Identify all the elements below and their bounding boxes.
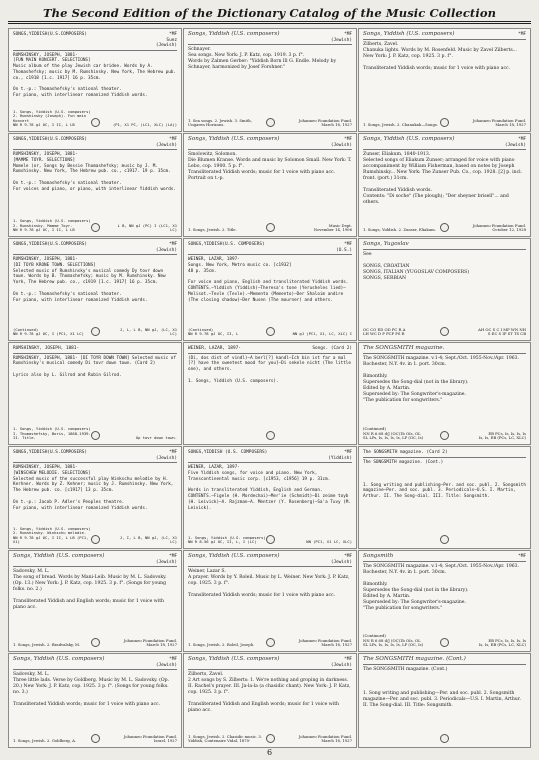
card-tracing-left: 1. Sea songs. 2. Jewish. 3. Smith, Ungaren Horizons. xyxy=(188,117,252,128)
card-call-number: *MF (Jewish) xyxy=(330,554,352,565)
card-punch-hole xyxy=(440,431,449,440)
card-subject-heading: SONGS,YIDDISH(U.S.COMPOSERS) xyxy=(13,450,88,455)
card-punch-hole xyxy=(266,223,275,232)
card-subject-heading: WEINER, LAZAR, 1897- xyxy=(188,346,241,351)
card-tracing-left: 1. Songs, Yiddish (U.S. composers) 2. Rumshinsky. Winkschu melodie. NN R 9.78 gJ OC, I II, L LB (PC1, X1) xyxy=(13,525,91,545)
card-subject-heading: Songs, Yiddish (U.S. composers) xyxy=(363,31,455,37)
card-tracing-right: EB PCs, Is, Is, Is, Is Is, Is, EB (PCs, LC, XLC) xyxy=(478,430,526,441)
card-heading xyxy=(13,346,177,354)
card-heading xyxy=(363,242,526,250)
card-entry-text: See SONGS, CROATIAN SONGS, ITALIAN (YUGOSLAV COMPOSERS) SONGS, SERBIAN xyxy=(363,251,470,281)
card-punch-hole xyxy=(91,118,100,127)
card-punch-hole xyxy=(91,431,100,440)
card-heading xyxy=(188,450,352,463)
card-entry-text: Sadovsky, M. L. Three little lads. Verse by Goldberg. Music by M. L. Sadovsky. (Op. 20.) New York: J. P. Katz, cop. 1925. 3 p. f°. (Songs for young folks. no. 3.) Transliterated Yiddish words; music for 1 voice with piano acc. xyxy=(13,672,170,707)
catalog-card xyxy=(358,133,531,237)
card-tracing-right: L B, NN gJ (PC) I (LC1, X1 LC) xyxy=(117,222,177,233)
card-punch-hole xyxy=(91,327,100,336)
card-punch-hole xyxy=(440,638,449,647)
card-subject-heading: SONGS,YIDDISH (U.S. COMPOSERS) xyxy=(188,450,268,455)
card-heading xyxy=(363,657,526,665)
catalog-card xyxy=(8,446,182,549)
catalog-card xyxy=(358,238,531,341)
catalog-card xyxy=(183,133,357,237)
card-tracing-right: AH OC S C I MP WN NH S EC S IP ST TS CB xyxy=(478,326,526,337)
card-entry-text: Smolowitz, Solomon. Die Blumen Kranse. Words and music by Solomon Small. New York: T. Lebo, cop. 1900. 5 p. f°. Transliterated Yiddish words; music for 1 voice with piano acc. Portrait on t.-p. xyxy=(188,152,352,181)
card-entry-text: Weiner, Lazar S. A prayer. Words by Y. Roleil. Music by L. Weiner. New York: J. P. Katz, cop. 1925. 3 p. f°. Transliterated Yiddish words; music for 1 voice with piano acc. xyxy=(188,569,350,598)
catalog-card xyxy=(8,133,182,237)
card-punch-hole xyxy=(266,118,275,127)
card-call-number: Songs. (Card 2) xyxy=(312,346,352,351)
card-entry-text: RUMSHINSKY, JOSEPH, 1881- [MAMME TOYR. SELECTIONS] Momele (or, Songs by Bessie Thomashefsky; music by J. M. Rumshinsky. New York, The Hebrew pub. co., c1917. 19 p. 35cm. On t.-p.: Thomashefsky's national theater. For voices and piano, or piano, with interlinear Yiddish words. xyxy=(13,152,176,192)
card-call-number: *MF (Jewish) xyxy=(504,137,526,148)
catalog-card xyxy=(358,446,531,549)
card-punch-hole xyxy=(91,734,100,743)
card-tracing-left: 1. Songs, Yiddish (U.S. composers) 2. Rumshinsky (Joseph). Fun mein Koncert NN R 9.78 gJ OC, I II, L LB xyxy=(13,108,91,128)
card-tracing-right: Johanneo Foundation Fund. March 18, 1927 xyxy=(298,117,352,128)
card-tracing-right: Johanneo Foundation Fund. March 18, 1927 xyxy=(298,733,352,744)
card-entry-text: (Di, dos dist of vindl)—A berl[?] kandl—Ich bin ist far a mal [?] have the sweetest mood for you]—Di sekele nicht (The little one), and others. 1. Songs, Yiddish (U.S. composers). xyxy=(188,355,351,384)
card-punch-hole xyxy=(91,638,100,647)
card-heading xyxy=(363,32,526,40)
card-heading xyxy=(363,346,526,354)
card-subject-heading: Songs, Yiddish (U.S. composers) xyxy=(188,31,280,37)
card-subject-heading: Songs, Yiddish (U.S. composers) xyxy=(188,553,280,559)
catalog-card xyxy=(358,550,531,652)
card-tracing-right: Johanneo Foundation Fund. March 18, 1927 xyxy=(298,637,352,648)
card-punch-hole xyxy=(440,734,449,743)
card-entry-text: The SONGSMITH magazine. v.1-4; Sept./Oct. 1955-Nov./Apr. 1963. Rochester, N.Y. 4v. in 1. port. 30cm. Bimonthly. Supersedes the Song-dial (not in the library). Edited by A. Martin. Superseded by: The Songwriter's-magazine. "The publication for songwriters." xyxy=(363,355,520,403)
card-entry-text: WEINER, LAZAR, 1897- Five Yiddish songs, for voice and piano. New York, Transcontinental music corp. [c1953, c1956] 19 p. 31cm. Words in transliterated Yiddish, English and German. CONTENTS.—Figele (H. Mordechai)—Mer'ie (Schmidt)—Di zeime toyb (H. Leivick)—A. Rajzman—A. Mentzer (Y. Rosenberg)—Sa'a Tuvy (M. Leivick). xyxy=(188,465,351,511)
card-call-number: *MF Suez (Jewish) xyxy=(155,32,177,48)
card-subject-heading: Songs, Yugoslav xyxy=(363,241,409,247)
card-heading xyxy=(363,450,526,458)
catalog-card xyxy=(358,653,531,748)
card-tracing-right: NN gJ (PC1, X1, LC, XLC) I xyxy=(292,331,352,337)
card-subject-heading: SONGS,YIDDISH(U.S.COMPOSERS) xyxy=(13,137,88,142)
card-tracing-right: J, I, L B, NN gJ, (LC, X1 LC) xyxy=(119,534,177,545)
catalog-card xyxy=(183,28,357,132)
card-punch-hole xyxy=(266,535,275,544)
card-tracing-left: 1. Songs, Jewish. 2. Chasidic music. 3. Yiddish, Contenaire Vidal, 1870- xyxy=(188,733,262,744)
card-subject-heading: Songs, Yiddish (U.S. composers) xyxy=(363,136,455,142)
card-subject-heading: Songsmith xyxy=(363,553,394,559)
catalog-card xyxy=(8,550,182,652)
card-call-number: *MF xyxy=(518,554,526,559)
card-call-number: *MF (U.S.) xyxy=(336,242,352,253)
card-tracing-left: OC CO ED OD PC R A LH WC D P PCP PS R xyxy=(363,326,406,337)
card-heading xyxy=(13,32,177,51)
card-entry-text: RUMSHINSKY, JOSEPH, 1881- [DI TOYR DOWN TOWN] Selected music of Rumshinsky's musical comedy Di tovr down town. (Card 2) Lyrics also by L. Gilrod and Rubin Gilrod. xyxy=(13,355,176,378)
card-subject-heading: The SONGSMITH magazine. (Cont.) xyxy=(363,656,466,662)
card-tracing-right: Johanneo Foundation Fund. October 12, 1928 xyxy=(472,222,526,233)
card-tracing-right: Up tovr down town. xyxy=(135,435,177,441)
card-entry-text: WEINER, LAZAR, 1897- Songs. New York, Metro music co. [c1932] 48 p. 35cm. For voice and piano, English and transliterated Yiddish words. CONTENTS.—Yiddish (Yiddish)—Theresa's tone (Yerusheles lied)—Melisot.—Tevle (Tevle).—Memento (Memento)—Der Shaloim andire (The closing shadow)—Der Nusen (The mourner) and others. xyxy=(188,257,349,303)
card-subject-heading: Songs, Yiddish (U.S. composers) xyxy=(13,656,105,662)
card-entry-text: Schnayer. Sea songs. New York: J. P. Katz, cop. 1919. 3 p. f°. Words by Zalmen Gerber: "Yiddish Born Ill G. Endle. Melody by Schnayer, harmonized by Josef Forshner." xyxy=(188,47,337,70)
catalog-card xyxy=(358,28,531,132)
card-tracing-right: Johanneo Foundation Fund. Israel, 1927 xyxy=(123,733,177,744)
catalog-card xyxy=(183,446,357,549)
card-entry-text: The SONGSMITH magazine. (Cont.) 1. Song writing and publishing—Per. and soc. publ. 2. Songsmith magazine—Per. and soc. publ. 3. Periodicals—U.S. I. Martin, Arthur. II. The Song-dial. III. Title: Songsmith. xyxy=(363,666,521,708)
card-heading xyxy=(363,137,526,150)
catalog-card xyxy=(183,342,357,445)
card-tracing-right: Johanneo Foundation Fund. March 18, 1927 xyxy=(123,637,177,648)
card-entry-text: RUMSHINSKY, JOSEPH, 1881- [WINSCHEW MELODIE. SELECTIONS] Selected music of the successful play Winkschu melodie by H. Kerhner. Words by Z. Kehner; music by J. Rumshinsky. New York, The Hebrew pub. co. [c1917] 13 p. 35cm. On t.-p.: Jacob P. Adler's Peoples theatre. For piano, with interlinear romanized Yiddish words. xyxy=(13,465,174,511)
card-punch-hole xyxy=(266,638,275,647)
card-heading xyxy=(13,242,177,255)
card-tracing-left: 1. Songs, Jewish. 2. Roleil, Joseph. xyxy=(188,642,255,648)
card-heading xyxy=(188,137,352,150)
card-call-number: *MF (Jewish) xyxy=(155,657,177,668)
card-call-number: *MF xyxy=(518,32,526,37)
card-call-number: *MF (Jewish) xyxy=(155,242,177,253)
card-subject-heading: Songs, Yiddish (U.S. composers) xyxy=(188,656,280,662)
card-punch-hole xyxy=(440,118,449,127)
card-entry-text: Zilberts, Zavel. 2 Art songs by S. Zilberts: 1. We're nothing and groping in darkness. II. Rachel's prayer. III. Ja-la-la (a chasidic chant). New York: J. P. Katz, cop. 1925. 3 p. f°. Transliterated Yiddish and English words; music for 1 voice with piano acc. xyxy=(188,672,351,713)
card-entry-text: Zilberts, Zavel. Chanuka lights. Words by M. Rosenfeld. Music by Zavel Zilberts... New York: J. P. Katz, cop. 1925. 3 p. f°. Transliterated Yiddish words; music for 1 voice with piano acc. xyxy=(363,41,518,71)
card-heading xyxy=(13,137,177,150)
card-punch-hole xyxy=(266,431,275,440)
card-tracing-right: EB PCs, Is, Is, Is, Is Is, Is, EB (PCs, LC, XLC) xyxy=(478,637,526,648)
card-heading xyxy=(188,32,352,45)
card-punch-hole xyxy=(91,535,100,544)
catalog-card xyxy=(8,653,182,748)
card-subject-heading: SONGS,YIDDISH(U.S.COMPOSERS) xyxy=(13,242,88,247)
card-tracing-left: (Continued) NN R 9.78 gJ OC, II, L xyxy=(188,326,239,337)
catalog-card xyxy=(8,28,182,132)
card-call-number: *MF (Jewish) xyxy=(330,657,352,668)
page-header: The Second Edition of the Dictionary Catalog of the Music Collection xyxy=(42,6,497,20)
card-entry-text: The SONGSMITH magazine. v.1-4; Sept./Oct. 1955-Nov./Apr. 1963. Rochester, N.Y. 4v. in 1. port. 30cm. Bimonthly. Supersedes the Song-dial (not in the library). Edited by A. Martin. Superseded by: The Songwriter's-magazine. "The publication for songwriters." xyxy=(363,563,520,611)
card-subject-heading: SONGS,YIDDISH(U.S.COMPOSERS) xyxy=(13,32,88,37)
card-call-number: *MF (Jewish) xyxy=(330,137,352,148)
card-punch-hole xyxy=(440,223,449,232)
card-call-number: *MF (Jewish) xyxy=(155,137,177,148)
card-tracing-left: 1. Songs, Yiddish. 2. Zunser, Eliakum. xyxy=(363,227,436,233)
card-heading xyxy=(363,554,526,562)
card-heading xyxy=(13,554,177,567)
card-tracing-left: 1. Songs, Jewish. 2. Chanukah—Songs. xyxy=(363,122,439,128)
card-entry-text: The SONGSMITH magazine. (Cont.) 1. Song writing and publishing—Per. and soc. publ. 2. Songsmith magazine—Per. and soc. publ. 3. Periodicals—U.S. I. Martin, Arthur. II. The Song-dial. III. Title: Songsmith. xyxy=(363,459,526,500)
card-tracing-left: 1. Songs, Yiddish (U.S. composers) I. Thomashefsky, Boris, 1868-1939. II. Title. xyxy=(13,426,91,441)
page-number: 6 xyxy=(266,748,273,757)
card-call-number: *MF (Jewish) xyxy=(155,554,177,565)
card-tracing-right: Music Dept. November 14, 1906 xyxy=(313,222,352,233)
catalog-card xyxy=(8,238,182,341)
catalog-card xyxy=(8,342,182,445)
card-tracing-left: (Continued) NN R 9.78 gJ OC, I (PC1, X1 LC) xyxy=(13,326,84,337)
card-punch-hole xyxy=(440,535,449,544)
card-entry-text: RUMSHINSKY, JOSEPH, 1881- [FUN MAIN KONCERT. SELECTIONS] Music album of the play Jewish car bridee. Words by A. Thomashefsky; music by M. Rumshinsky. New York, The Hebrew pub. co., c1918 [1.c. 1917] 16 p. 35cm. On t.-p.: Thomashefsky's national theater. For piano, with interlinear romanized Yiddish words. xyxy=(13,52,176,99)
card-punch-hole xyxy=(440,327,449,336)
card-tracing-right: NN (PC1, X1 LC, XLC) xyxy=(306,539,352,545)
card-tracing-left: (Continued) NN R 6.68 d/J (OC)1b OIs, OL SL LPs, Is, Is, Is, Is, LP (OC, Is) xyxy=(363,426,424,441)
card-tracing-left: 1. Songs, Jewish. 2. Bradvalsky, M. xyxy=(13,642,81,648)
card-subject-heading: Songs, Yiddish (U.S. composers) xyxy=(188,136,280,142)
card-subject-heading: SONGS,YIDDISH(U.S. COMPOSERS) xyxy=(188,242,265,247)
header-rule-top xyxy=(8,21,531,22)
card-heading xyxy=(13,450,177,463)
catalog-card xyxy=(183,238,357,341)
card-entry-text: Zunser, Eliakum, 1840-1913. Selected songs of Eliakum Zunser; arranged for voice with piano accompaniment by William Fisherman, based on notes by Joseph Rumshinsky... New York: The Zunser Pub. Co., cop. 1928. [2] p. incl. front. (port.) 31cm. Transliterated Yiddish words. Contents: "Di soche" (The plough); "Der sheyner brisell"... and others. xyxy=(363,152,523,205)
card-heading xyxy=(188,346,352,354)
card-entry-text: RUMSHINSKY, JOSEPH, 1881- [DI TOYB KRONE TOWN. SELECTIONS] Selected music of Rumshinsky's musical comedy Dy tovr down town. Words by B. Thomashefsky; music by M. Rumshinsky. New York, The Hebrew pub. co., c1919 [1.c. 1917] 16 p. 35cm. On t.-p.: Thomashefsky's national theater. For piano, with interlinear romanized Yiddish words. xyxy=(13,257,166,303)
card-subject-heading: Songs, Yiddish (U.S. composers) xyxy=(13,553,105,559)
card-entry-text: Sadovsky, M. L. The song of bread. Words by Mani-Leib. Music by M. L. Sadovsky. (Op. 13.) New York: J. P. Katz, cop. 1925. 3 p. f°. (Songs for young folks. no. 2.) Transliterated Yiddish and English words; music for 1 voice with piano acc. xyxy=(13,569,167,610)
card-tracing-left: 1. Songs, Yiddish (U.S. composers) 2. Rumshinsky. Mamme Toyr. NN R 9.78 gJ OC, I II, L LB xyxy=(13,218,91,233)
card-punch-hole xyxy=(91,223,100,232)
card-subject-heading: The SONGSMITH magazine. (Card 2) xyxy=(363,450,448,455)
card-heading xyxy=(188,554,352,567)
catalog-card xyxy=(358,342,531,445)
card-subject-heading: RUMSHINSKY, JOSEPH, 1881- xyxy=(13,346,80,351)
catalog-card-grid xyxy=(8,28,531,746)
card-subject-heading: The SONGSMITH magazine. xyxy=(363,345,445,351)
card-punch-hole xyxy=(266,327,275,336)
header-rule-bottom xyxy=(8,23,531,24)
card-call-number: *MF (Jewish) xyxy=(155,450,177,461)
card-tracing-left: 1. Songs, Jewish. 2. Title. xyxy=(188,227,237,233)
card-call-number: *MF (Jewish) xyxy=(330,32,352,43)
card-tracing-right: J, L, L B, NN gJ, (LC, X1 LC) xyxy=(119,326,177,337)
card-call-number: *MF (Yiddish) xyxy=(328,450,352,461)
catalog-card xyxy=(183,653,357,748)
card-tracing-right: (P1, X1 PC, (LC1, XLC) (LA)) xyxy=(112,122,177,128)
card-tracing-right: Johanneo Foundation Fund. March 18, 1927 xyxy=(472,117,526,128)
card-heading xyxy=(13,657,177,670)
catalog-card xyxy=(183,550,357,652)
card-heading xyxy=(188,242,352,255)
card-punch-hole xyxy=(266,734,275,743)
card-tracing-left: 1. Songs, Yiddish (U.S. composers) NN R 8.56 gJ OC, II, L, I (LC) xyxy=(188,534,266,545)
card-tracing-left: (Continued) NN R 6.68 d/J (OC)1b OIs, OL SL LPs, Is, Is, Is, Is, LP (OC, Is) xyxy=(363,633,424,648)
card-heading xyxy=(188,657,352,670)
card-tracing-left: 1. Songs, Jewish. 2. Goldberg, A. xyxy=(13,738,77,744)
